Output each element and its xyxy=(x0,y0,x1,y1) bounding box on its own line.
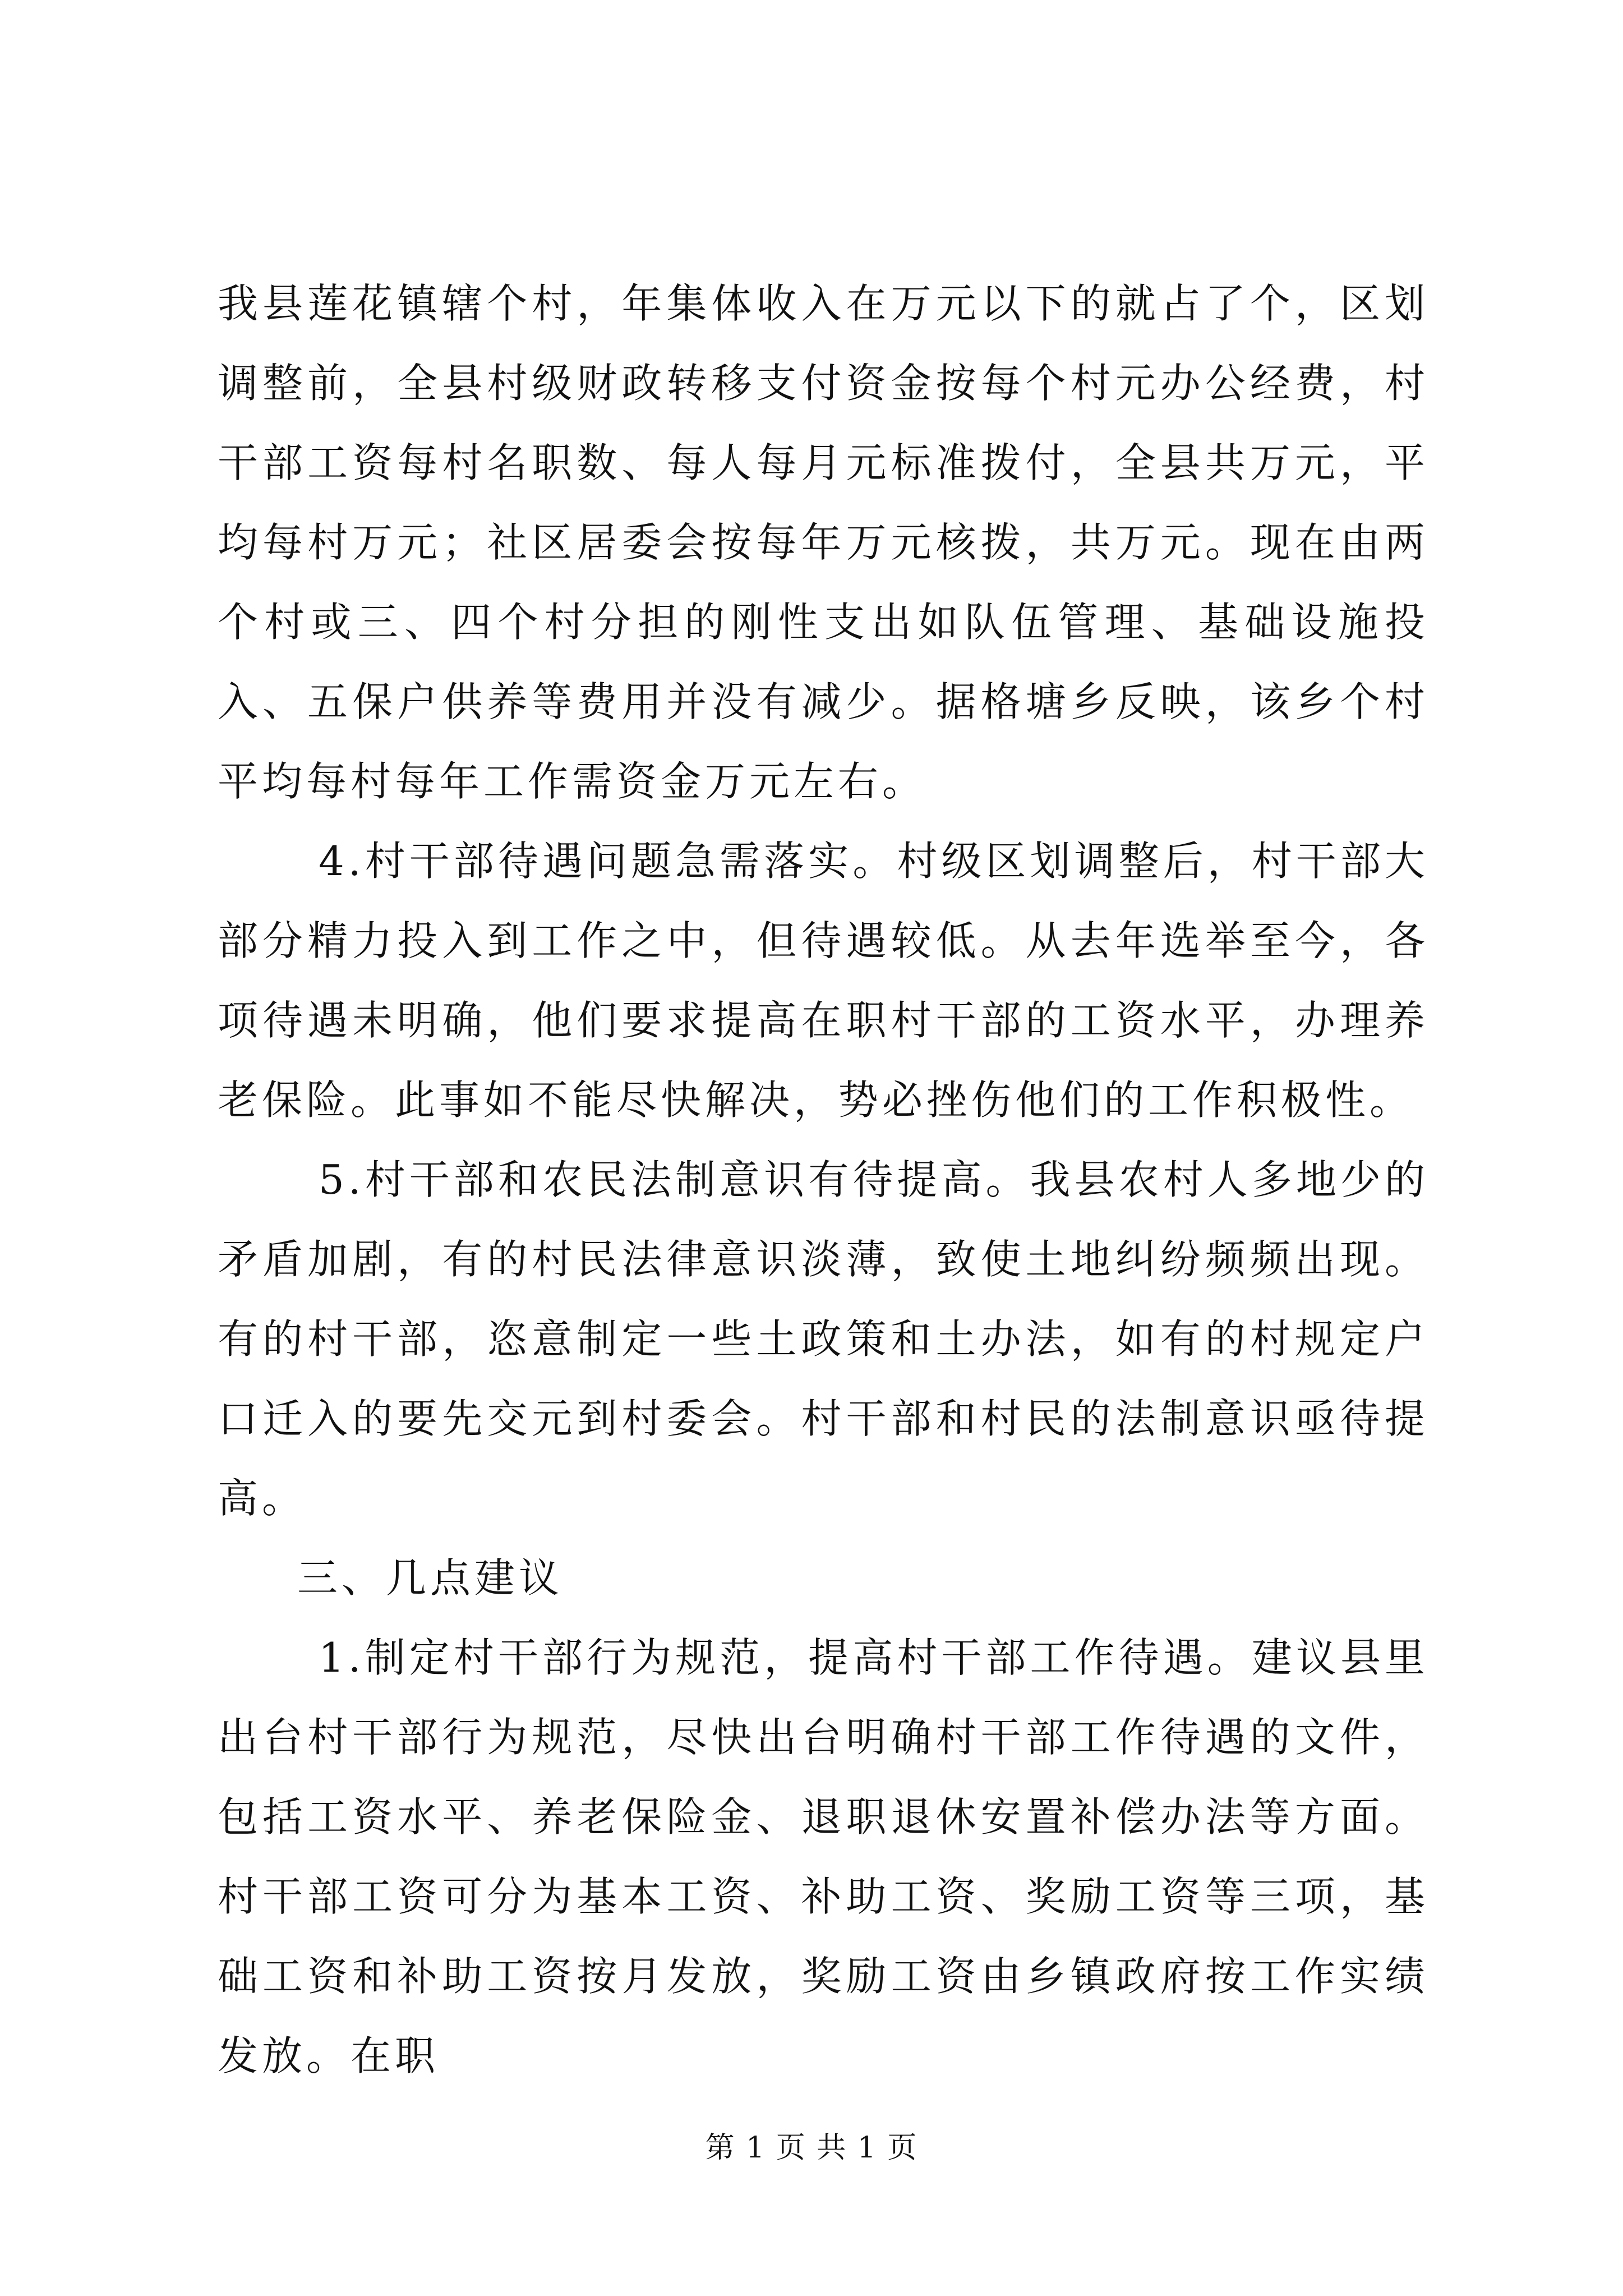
document-body xyxy=(218,264,1429,2096)
page-footer: 第 1 页 共 1 页 xyxy=(705,2131,918,2165)
paragraph-legal-awareness: 5.村干部和农民法制意识有待提高。我县农村人多地少的矛盾加剧，有的村民法律意识淡薄，致使土地纠纷频频出现。有的村干部，恣意制定一些土政策和土办法，如有的村规定户口迁入的要先交元到村委会。村干部和村民的法制意识亟待提高。 xyxy=(218,1156,1429,1522)
paragraph-suggestion-1: 1.制定村干部行为规范，提高村干部工作待遇。建议县里出台村干部行为规范，尽快出台明确村干部工作待遇的文件，包括工资水平、养老保险金、退职退休安置补偿办法等方面。村干部工资可分为基本工资、补助工资、奖励工资等三项，基础工资和补助工资按月发放，奖励工资由乡镇政府按工作实绩发放。在职 xyxy=(218,1634,1429,2079)
section-heading-suggestions: 三、几点建议 xyxy=(297,1554,564,1602)
paragraph-cadre-treatment: 4.村干部待遇问题急需落实。村级区划调整后，村干部大部分精力投入到工作之中，但待遇较低。从去年选举至今，各项待遇未明确，他们要求提高在职村干部的工资水平，办理养老保险。此事如不能尽快解决，势必挫伤他们的工作积极性。 xyxy=(218,838,1429,1124)
paragraph-funding: 我县莲花镇辖个村，年集体收入在万元以下的就占了个，区划调整前，全县村级财政转移支付资金按每个村元办公经费，村干部工资每村名职数、每人每月元标准拨付，全县共万元，平均每村万元；社区居委会按每年万元核拨，共万元。现在由两个村或三、四个村分担的刚性支出如队伍管理、基础设施投入、五保户供养等费用并没有减少。据格塘乡反映，该乡个村平均每村每年工作需资金万元左右。 xyxy=(218,280,1429,805)
